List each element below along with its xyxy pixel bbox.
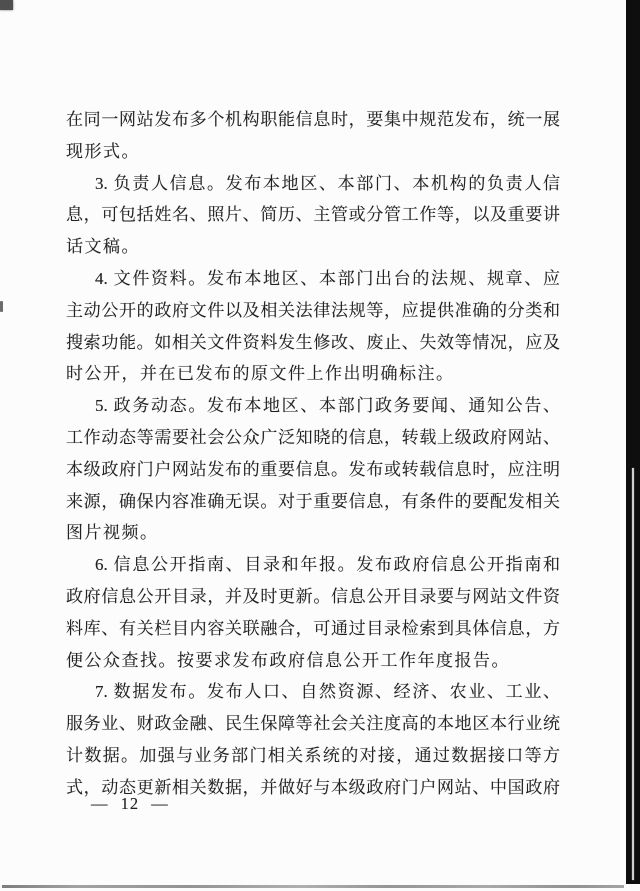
page-number: — 12 — bbox=[91, 794, 169, 813]
text-line: 主动公开的政府文件以及相关法律法规等，应提供准确的分类和 bbox=[66, 300, 560, 320]
text-line: 时公开，并在已发布的原文件上作出明确标注。 bbox=[66, 364, 455, 384]
text-line: 政府信息公开目录，并及时更新。信息公开目录要与网站文件资 bbox=[66, 586, 560, 606]
text-line: 话文稿。 bbox=[66, 237, 140, 257]
text-line: 工作动态等需要社会公众广泛知晓的信息，转载上级政府网站、 bbox=[66, 427, 560, 447]
text-line: 式，动态更新相关数据，并做好与本级政府门户网站、中国政府 bbox=[66, 777, 560, 797]
text-line: 现形式。 bbox=[66, 141, 140, 161]
text-line: 4. 文件资料。发布本地区、本部门出台的法规、规章、应 bbox=[95, 268, 560, 288]
scan-artifact-left-notch bbox=[0, 301, 3, 312]
text-line: 在同一网站发布多个机构职能信息时，要集中规范发布，统一展 bbox=[66, 110, 560, 129]
scan-artifact-corner-mark bbox=[0, 0, 13, 10]
text-line: 5. 政务动态。发布本地区、本部门政务要闻、通知公告、 bbox=[95, 396, 560, 416]
document-body bbox=[66, 104, 560, 804]
text-line: 本级政府门户网站发布的重要信息。发布或转载信息时，应注明 bbox=[66, 459, 560, 479]
text-line: 图片视频。 bbox=[66, 523, 159, 543]
text-line: 3. 负责人信息。发布本地区、本部门、本机构的负责人信 bbox=[95, 173, 560, 193]
text-line: 来源，确保内容准确无误。对于重要信息，有条件的要配发相关 bbox=[66, 491, 560, 511]
text-line: 6. 信息公开指南、目录和年报。发布政府信息公开指南和 bbox=[95, 555, 560, 575]
text-line: 便公众查找。按要求发布政府信息公开工作年度报告。 bbox=[66, 650, 510, 670]
scan-artifact-bottom-edge-line bbox=[2, 885, 624, 888]
text-line: 料库、有关栏目内容关联融合，可通过目录检索到具体信息，方 bbox=[66, 618, 560, 638]
text-line: 息，可包括姓名、照片、简历、主管或分管工作等，以及重要讲 bbox=[66, 205, 560, 225]
text-line: 搜索功能。如相关文件资料发生修改、废止、失效等情况，应及 bbox=[66, 332, 560, 352]
text-line: 计数据。加强与业务部门相关系统的对接，通过数据接口等方 bbox=[66, 745, 560, 765]
scan-artifact-right-edge-streak bbox=[632, 468, 634, 880]
text-line: 7. 数据发布。发布人口、自然资源、经济、农业、工业、 bbox=[95, 682, 560, 702]
text-line: 服务业、财政金融、民生保障等社会关注度高的本地区本行业统 bbox=[66, 714, 560, 734]
